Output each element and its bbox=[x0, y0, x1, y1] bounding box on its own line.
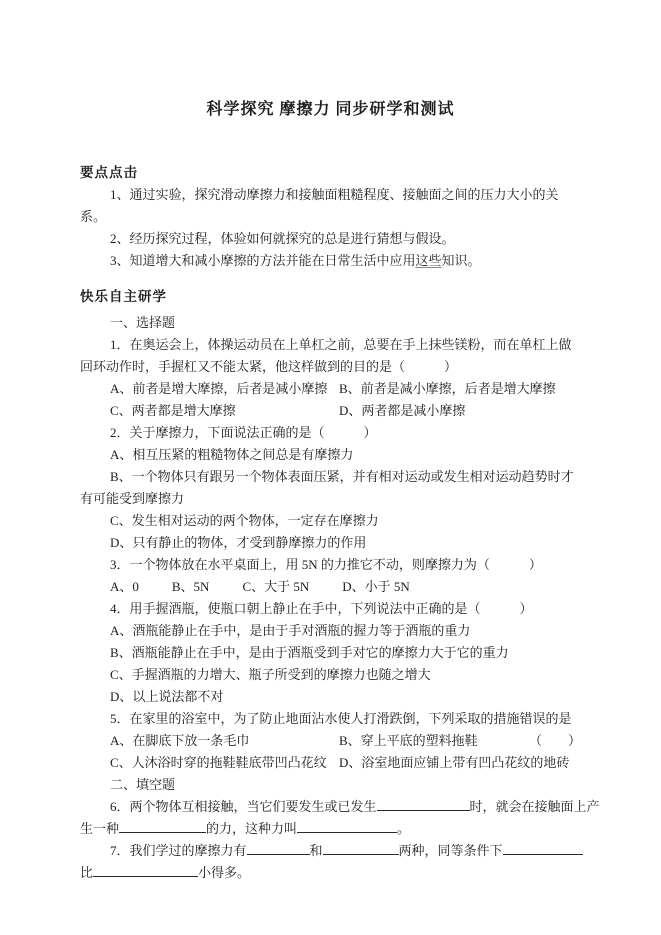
keypoints-header: 要点点击 bbox=[80, 165, 138, 180]
question-3-option-b: B、5N bbox=[171, 579, 210, 594]
fill-blank bbox=[503, 841, 583, 855]
study-section-header: 快乐自主研学 bbox=[80, 289, 167, 304]
question-5-option-a: A、在脚底下放一条毛巾 bbox=[110, 733, 250, 748]
question-1-option-a: A、前者是增大摩擦，后者是减小摩擦 bbox=[110, 381, 328, 396]
question-2-option-d: D、只有静止的物体，才受到静摩擦力的作用 bbox=[110, 535, 367, 550]
question-5-option-b: B、穿上平底的塑料拖鞋 bbox=[339, 733, 478, 748]
question-4-option-c: C、手握酒瓶的力增大、瓶子所受到的摩擦力也随之增大 bbox=[110, 667, 431, 682]
keypoint-item-1: 1、通过实验，探究滑动摩擦力和接触面粗糙程度、接触面之间的压力大小的关系。 bbox=[80, 187, 559, 224]
question-6-text-5: 。 bbox=[397, 821, 411, 836]
question-3-text: 3．一个物体放在水平桌面上，用 5N 的力推它不动，则摩擦力为（ ） bbox=[110, 557, 542, 572]
question-4-text: 4．用手握酒瓶，使瓶口朝上静止在手中，下列说法中正确的是（ ） bbox=[110, 601, 533, 616]
question-6-text-4: 的力，这种力叫 bbox=[206, 821, 298, 836]
question-4-option-a: A、酒瓶能静止在手中，是由于手对酒瓶的握力等于酒瓶的重力 bbox=[110, 623, 471, 638]
fill-section-label: 二、填空题 bbox=[110, 777, 176, 792]
question-4-option-d: D、以上说法都不对 bbox=[110, 689, 224, 704]
question-2-option-b: B、一个物体只有跟另一个物体表面压紧，并有相对运动或发生相对运动趋势时才有可能受到摩擦力 bbox=[80, 469, 574, 506]
question-7-line-1 bbox=[80, 840, 581, 862]
keypoint-item-3 bbox=[80, 250, 581, 272]
question-6-line-1 bbox=[80, 796, 600, 818]
question-7-text-5: 小得多。 bbox=[198, 865, 251, 880]
question-2-option-c: C、发生相对运动的两个物体，一定存在摩擦力 bbox=[110, 513, 379, 528]
choice-section-label: 一、选择题 bbox=[110, 315, 176, 330]
keypoint-item-2: 2、经历探究过程，体验如何就探究的总是进行猜想与假设。 bbox=[110, 231, 455, 246]
question-5-text: 5．在家里的浴室中，为了防止地面沾水使人打滑跌倒，下列采取的措施错误的是 bbox=[110, 711, 572, 726]
question-1-option-b: B、前者是减小摩擦，后者是增大摩擦 bbox=[339, 381, 556, 396]
question-1-option-d: D、两者都是减小摩擦 bbox=[339, 403, 466, 418]
question-6-text-2: 时，就会在接触面上产 bbox=[469, 799, 600, 814]
question-7-line-2 bbox=[80, 862, 581, 884]
fill-blank bbox=[297, 819, 397, 833]
page-title: 科学探究 摩擦力 同步研学和测试 bbox=[206, 101, 455, 118]
keypoint-item-3-post: 知识。 bbox=[441, 253, 481, 268]
question-2-option-a: A、相互压紧的粗糙物体之间总是有摩擦力 bbox=[110, 447, 354, 462]
question-5-answer-paren: （ ） bbox=[528, 733, 581, 748]
question-5-option-c: C、人沐浴时穿的拖鞋鞋底带凹凸花纹 bbox=[110, 755, 327, 770]
question-6-text-3: 生一种 bbox=[80, 821, 120, 836]
question-3-option-a: A、0 bbox=[110, 579, 139, 594]
keypoint-item-3-underlined: 这些 bbox=[415, 253, 442, 268]
question-7-text-3: 两种，同等条件下 bbox=[398, 843, 503, 858]
keypoint-item-3-pre: 3、知道增大和减小摩擦的方法并能在日常生活中应用 bbox=[110, 253, 416, 268]
question-1-text: 1．在奥运会上，体操运动员在上单杠之前，总要在手上抹些镁粉，而在单杠上做回环动作时，手握杠又不能太紧，他这样做到的目的是（ ） bbox=[80, 337, 572, 374]
question-5-option-d: D、浴室地面应铺上带有凹凸花纹的地砖 bbox=[339, 755, 570, 770]
question-5-options-row-1 bbox=[80, 730, 581, 752]
question-3-option-c: C、大于 5N bbox=[242, 579, 310, 594]
question-5-options-row-2 bbox=[80, 752, 581, 774]
question-7-text-2: 和 bbox=[309, 843, 323, 858]
question-3-option-d: D、小于 5N bbox=[342, 579, 410, 594]
fill-blank bbox=[93, 863, 198, 877]
question-4-option-b: B、酒瓶能静止在手中，是由于酒瓶受到手对它的摩擦力大于它的重力 bbox=[110, 645, 509, 660]
question-3-options-row bbox=[80, 576, 581, 598]
question-1-options-row-2 bbox=[80, 400, 581, 422]
question-6-line-2 bbox=[80, 818, 581, 840]
question-1-options-row-1 bbox=[80, 378, 581, 400]
question-1-option-c: C、两者都是增大摩擦 bbox=[110, 403, 236, 418]
question-7-text-4: 比 bbox=[80, 865, 94, 880]
question-6-text-1: 6．两个物体互相接触，当它们要发生或已发生 bbox=[110, 799, 377, 814]
question-2-text: 2．关于摩擦力，下面说法正确的是（ ） bbox=[110, 425, 377, 440]
fill-blank bbox=[247, 841, 310, 855]
document-content bbox=[0, 162, 661, 884]
question-7-text-1: 7．我们学过的摩擦力有 bbox=[110, 843, 247, 858]
fill-blank bbox=[119, 819, 206, 833]
fill-blank bbox=[323, 841, 399, 855]
fill-blank bbox=[377, 797, 470, 811]
